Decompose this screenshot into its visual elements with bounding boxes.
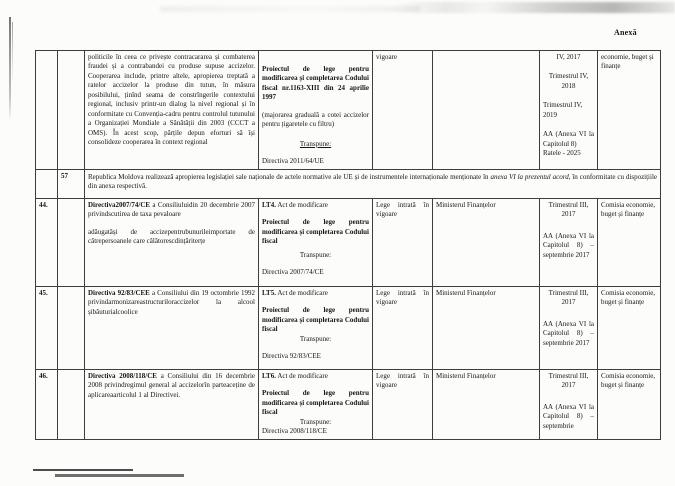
directive-description-para2: adăugatăși de accizepentrubunurileimportate de cătrepersoanele care călătorescdințăriterțe — [88, 227, 255, 246]
commission-cell — [598, 370, 661, 440]
institution-text: Ministerul Finanțelor — [436, 372, 496, 380]
description-text: politicile în ceea ce privește contracararea și combaterea fraudei și a contrabandei cu produse supuse accizelor. Cooperarea include, printre altele, apropierea treptată a ratelor accizelor la produse din tutun, în măsura posibilului, ținînd seama de constrîngerile contextului regional, inclusiv printr-un dialog la nivel regional și în conformitate cu Convenția-cadru pentru controlul tutunului a Organizației Mondiale a Sănătății din 2003 (CCCT a OMS). În acest scop, părțile depun eforturi să își consolideze cooperarea în context regional — [88, 53, 255, 146]
table-row-44 — [36, 199, 661, 287]
status-cell — [373, 199, 433, 287]
institution-cell — [433, 370, 540, 440]
draft-law-note: (majorarea graduală a cotei accizelor pentru țigaretele cu filtru) — [262, 110, 369, 129]
scan-noise-top — [395, 2, 675, 13]
draft-law-cell — [259, 370, 373, 440]
draft-law-cell — [259, 199, 373, 287]
directive-name: Directiva 2008/118/CE — [88, 372, 157, 380]
lt-label: Act de modificare — [275, 372, 328, 380]
commission-cell — [598, 287, 661, 370]
term-line: Trimestrul III, 2017 — [548, 289, 589, 307]
lt-line — [262, 201, 369, 210]
lt-code: LT6. — [262, 372, 276, 380]
draft-law-cell — [259, 51, 373, 170]
institution-text: Ministerul Finanțelor — [436, 201, 496, 209]
term-line: IV, 2017 — [556, 53, 581, 61]
table-row-57 — [36, 170, 661, 199]
description-cell — [85, 370, 259, 440]
transposed-directive: Directiva 2007/74/CE — [262, 268, 324, 277]
scan-artifact-bottom-line — [33, 469, 133, 471]
term-line: Trimestrul III, 2017 — [548, 372, 589, 390]
institution-text: Ministerul Finanțelor — [436, 289, 496, 297]
lt-code: LT4. — [262, 201, 276, 209]
term-line: Trimestrul IV, 2018 — [548, 72, 589, 90]
status-cell — [373, 370, 433, 440]
term-line: AA (Anexa VI la Capitolul 8) – septembrie 2017 — [543, 231, 594, 259]
term-line: Ratele - 2025 — [543, 149, 581, 158]
status-cell — [373, 51, 433, 170]
agreement-text-part2: , în conformitate cu dispozițiile din anexa respectivă. — [88, 173, 658, 191]
term-cell — [540, 287, 598, 370]
annex-label: Anexă — [614, 28, 637, 37]
row-number-cell-2 — [58, 51, 85, 170]
table-row-continuation — [36, 51, 661, 170]
scan-noise-top-faint — [160, 6, 420, 12]
directive-description — [88, 289, 255, 317]
term-line: Trimestrul III, 2017 — [548, 201, 589, 219]
draft-law-title: Proiectul de lege pentru modificarea și completarea Codului fiscal — [262, 306, 369, 334]
row-number-cell-2 — [58, 370, 85, 440]
term-cell — [540, 199, 598, 287]
draft-law-cell — [259, 287, 373, 370]
institution-cell — [433, 199, 540, 287]
status-text: Lege intrată în vigoare — [376, 289, 429, 307]
row-number-cell: 44. — [36, 199, 58, 287]
draft-law-title: Proiectul de lege pentru modificarea și completarea Codului fiscal nr.1163-XIII din 24 aprilie 1997 — [262, 65, 369, 102]
transposition-table — [35, 50, 661, 440]
status-cell — [373, 287, 433, 370]
lt-line — [262, 372, 369, 381]
lt-label: Act de modificare — [275, 289, 328, 297]
term-cell — [540, 370, 598, 440]
table-row-46 — [36, 370, 661, 440]
transpose-label: Transpune: — [299, 334, 332, 343]
directive-name: Directiva2007/74/CE — [88, 201, 151, 209]
agreement-text — [88, 172, 657, 192]
scan-artifact-bottom-line-2 — [55, 474, 184, 477]
row-number-cell: 46. — [36, 370, 58, 440]
term-cell — [540, 51, 598, 170]
directive-description — [88, 201, 255, 220]
status-text: vigoare — [376, 53, 397, 61]
agreement-text-part1: Republica Moldova realizează apropierea legislației sale naționale de actele normative ale UE și de instrumentele internaționale menționate în — [88, 173, 491, 181]
draft-law-title: Proiectul de lege pentru modificarea și completarea Codului fiscal — [262, 389, 369, 417]
term-line: AA (Anexa VI la Capitolul 8) – septembrie 2017 — [543, 319, 594, 347]
commission-text: Comisia economie, buget și finanțe — [601, 372, 656, 390]
institution-cell — [433, 287, 540, 370]
commission-text: economie, buget și finanțe — [601, 53, 654, 71]
status-text: Lege intrată în vigoare — [376, 201, 429, 219]
description-cell — [85, 199, 259, 287]
institution-cell — [433, 51, 540, 170]
term-line: AA (Anexa VI la Capitolul 8) – septembrie — [543, 402, 594, 430]
term-clip — [543, 372, 594, 431]
row-number-cell: 45. — [36, 287, 58, 370]
agreement-text-cell — [85, 170, 661, 199]
row-number-cell-2 — [58, 287, 85, 370]
transposed-directive: Directiva 2011/64/UE — [262, 157, 324, 166]
description-cell — [85, 287, 259, 370]
directive-description-rest: a Consiliului din 16 decembrie 2008 privindregimul general al accizelorîn parteaceține de aplicareaarticolul 1 al Directivei. — [88, 372, 255, 399]
directive-name: Directiva 92/83/CEE — [88, 289, 150, 297]
lt-code: LT5. — [262, 289, 276, 297]
draft-law-title: Proiectul de lege pentru modificarea și completarea Codului fiscal — [262, 218, 369, 246]
lt-label: Act de modificare — [275, 201, 328, 209]
description-cell — [85, 51, 259, 170]
commission-text: Comisia economie, buget și finanțe — [601, 201, 656, 219]
scan-artifact-left-line — [9, 17, 11, 121]
row-number-cell — [36, 51, 58, 170]
commission-cell — [598, 51, 661, 170]
row-number-cell: 57 — [58, 170, 85, 199]
transposed-directive: Directiva 2008/118/CE — [262, 427, 327, 436]
commission-cell — [598, 199, 661, 287]
lt-line — [262, 289, 369, 298]
agreement-text-italic: anexa VI la prezentul acord — [490, 173, 569, 181]
scan-artifact-left-line-2 — [12, 22, 13, 84]
directive-description-rest: a Consiliului din 19 octombrie 1992 privindarmonizareastructuriloraccizelor la alcool șibăuturialcoolice — [88, 289, 255, 316]
directive-description — [88, 372, 255, 400]
transpose-label: Transpune: — [299, 139, 332, 148]
term-line: AA (Anexa VI la Capitolul 8) — [543, 130, 594, 148]
directive-description-rest: a Consiliuluidin 20 decembrie 2007 privindscutirea de taxa pevaloare — [88, 201, 255, 219]
transposed-directive: Directiva 92/83/CEE — [262, 352, 321, 361]
transpose-label: Transpune: — [299, 417, 332, 426]
transpose-label: Transpune: — [299, 250, 332, 259]
term-line: Trimestrul IV, 2019 — [543, 101, 583, 119]
row-number-cell — [36, 170, 58, 199]
table-row-45 — [36, 287, 661, 370]
commission-text: Comisia economie, buget și finanțe — [601, 289, 656, 307]
row-number-cell-2 — [58, 199, 85, 287]
status-text: Lege intrată în vigoare — [376, 372, 429, 390]
